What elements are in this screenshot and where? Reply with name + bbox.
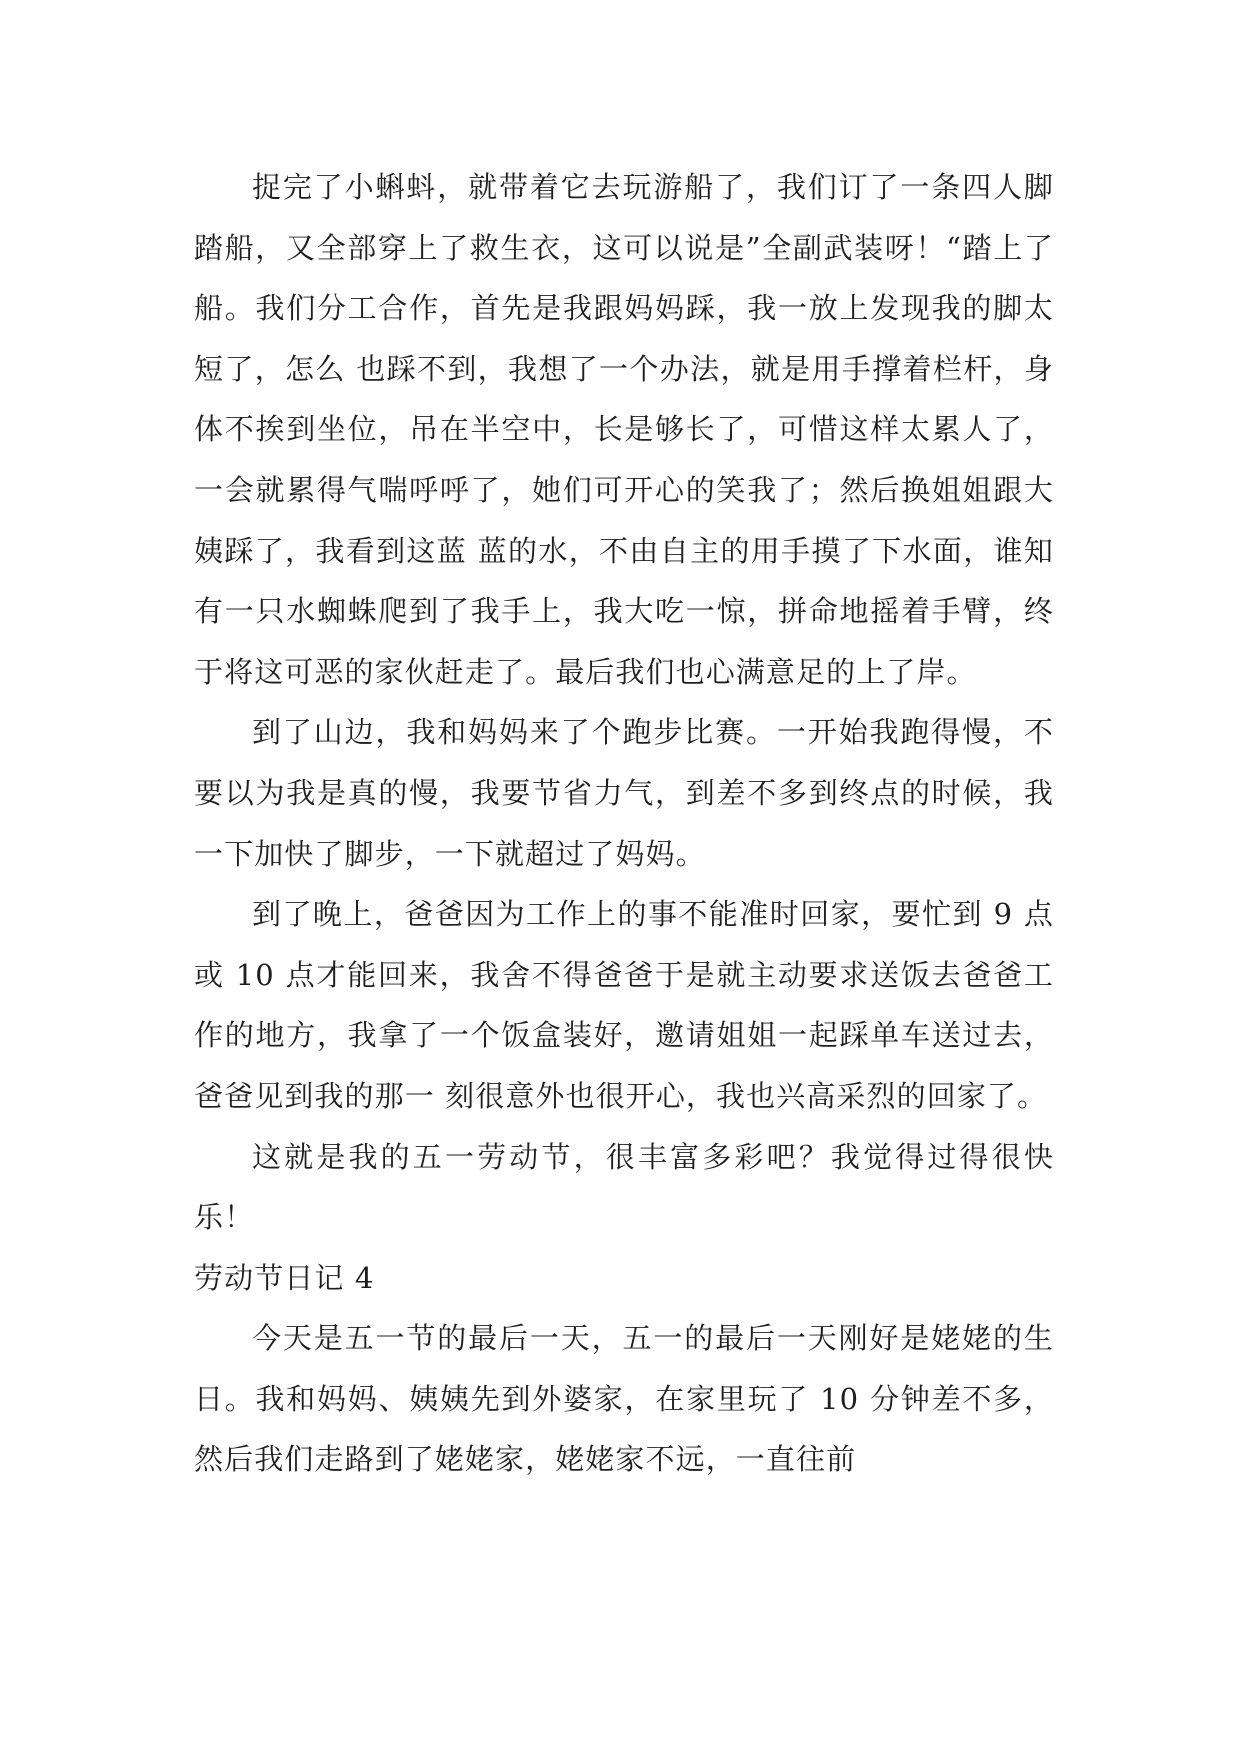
paragraph-dinner-delivery: 到了晚上，爸爸因为工作上的事不能准时回家，要忙到 9 点或 10 点才能回来，我舍不得爸爸于是就主动要求送饭去爸爸工作的地方，我拿了一个饭盒装好，邀请姐姐一起踩单车送过去，爸爸见到我的那一 刻很意外也很开心，我也兴高采烈的回家了。 bbox=[194, 897, 1054, 1113]
paragraph-running-race: 到了山边，我和妈妈来了个跑步比赛。一开始我跑得慢，不要以为我是真的慢，我要节省力气，到差不多到终点的时候，我一下加快了脚步，一下就超过了妈妈。 bbox=[194, 715, 1054, 871]
document-body bbox=[194, 157, 1054, 1490]
section-heading: 劳动节日记 4 bbox=[194, 1260, 375, 1295]
paragraph-conclusion: 这就是我的五一劳动节，很丰富多彩吧？我觉得过得很快乐！ bbox=[194, 1139, 1054, 1235]
paragraph-birthday: 今天是五一节的最后一天，五一的最后一天刚好是姥姥的生日。我和妈妈、姨姨先到外婆家，在家里玩了 10 分钟差不多，然后我们走路到了姥姥家，姥姥家不远，一直往前 bbox=[194, 1321, 1054, 1477]
paragraph-boat-ride: 捉完了小蝌蚪，就带着它去玩游船了，我们订了一条四人脚踏船，又全部穿上了救生衣，这可以说是”全副武装呀！“踏上了船。我们分工合作，首先是我跟妈妈踩，我一放上发现我的脚太短了，怎么 也踩不到，我想了一个办法，就是用手撑着栏杆，身体不挨到坐位，吊在半空中，长是够长了，可惜这样太累人了，一会就累得气喘呼呼了，她们可开心的笑我了；然后换姐姐跟大姨踩了，我看到这蓝 蓝的水，不由自主的用手摸了下水面，谁知有一只水蜘蛛爬到了我手上，我大吃一惊，拼命地摇着手臂，终于将这可恶的家伙赶走了。最后我们也心满意足的上了岸。 bbox=[194, 170, 1054, 689]
